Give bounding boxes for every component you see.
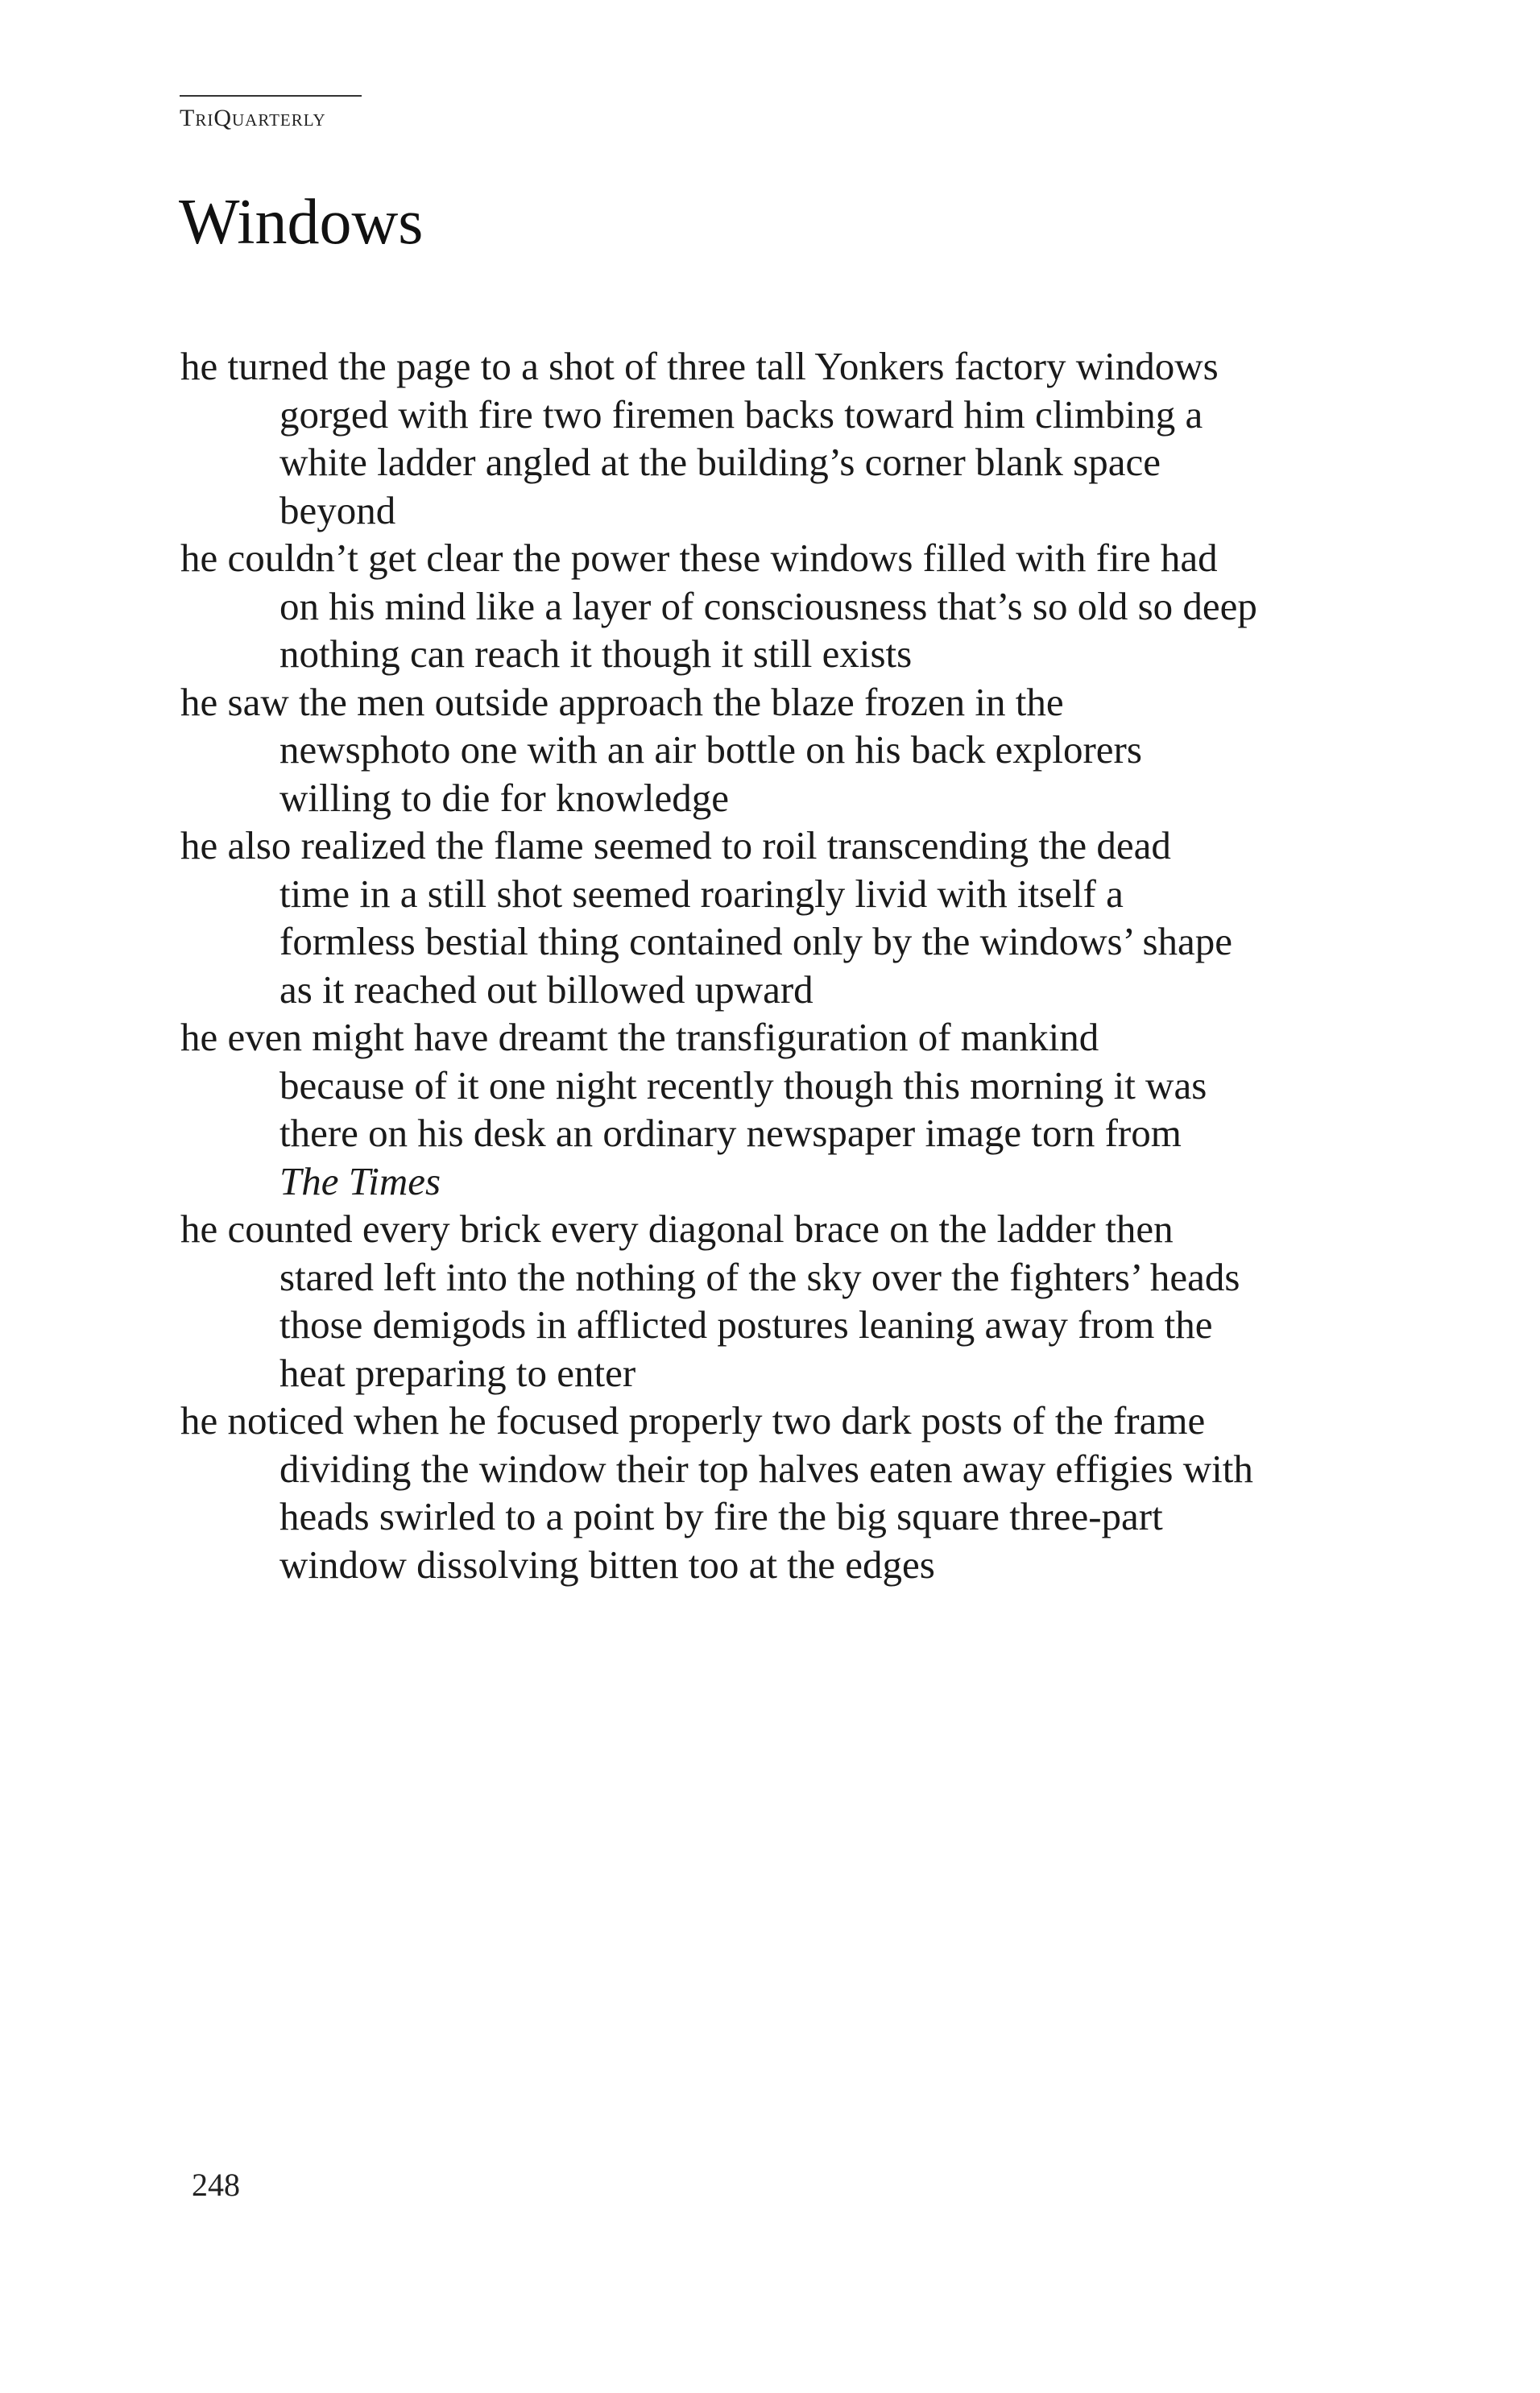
stanza-first-line: he even might have dreamt the transfiguration of mankind	[180, 1015, 1099, 1059]
stanza-continuation-line: as it reached out billowed upward	[279, 967, 813, 1012]
stanza	[180, 678, 1389, 822]
stanza-continuation-line: beyond	[279, 487, 396, 532]
stanza-continuation-line: nothing can reach it though it still exists	[279, 631, 913, 676]
stanza-continuation-line: formless bestial thing contained only by the windows’ shape	[279, 919, 1233, 963]
stanza-continuation-line: heads swirled to a point by fire the big square three-part	[279, 1494, 1163, 1538]
header-rule	[180, 95, 362, 97]
stanza-continuation-line: there on his desk an ordinary newspaper image torn from	[279, 1111, 1182, 1155]
page-number: 248	[192, 2167, 240, 2203]
stanza-continuation-line: stared left into the nothing of the sky over the fighters’ heads	[279, 1254, 1240, 1299]
stanza	[180, 1013, 1389, 1205]
stanza-first-line: he noticed when he focused properly two dark posts of the frame	[180, 1398, 1206, 1443]
stanza	[180, 822, 1389, 1013]
stanza-continuation-line: dividing the window their top halves eaten away effigies with	[279, 1446, 1253, 1491]
stanza	[180, 1397, 1389, 1588]
stanza-continuation-line: window dissolving bitten too at the edges	[279, 1542, 935, 1587]
stanza-continuation-line: willing to die for knowledge	[279, 775, 729, 820]
stanza-continuation-line: white ladder angled at the building’s corner blank space	[279, 440, 1161, 484]
stanza-first-line: he saw the men outside approach the blaze frozen in the	[180, 679, 1064, 724]
stanza-first-line: he turned the page to a shot of three tall Yonkers factory windows	[180, 344, 1219, 388]
stanza	[180, 1205, 1389, 1397]
stanza-continuation-line: gorged with fire two firemen backs toward him climbing a	[279, 391, 1203, 437]
stanza-continuation-line: newsphoto one with an air bottle on his back explorers	[279, 727, 1142, 772]
stanza-continuation-line: time in a still shot seemed roaringly livid with itself a	[279, 871, 1124, 916]
poem-title: Windows	[179, 187, 424, 258]
running-head	[180, 95, 502, 132]
stanza-first-line: he couldn’t get clear the power these windows filled with fire had	[180, 536, 1218, 580]
journal-name: TriQuarterly	[180, 105, 326, 131]
stanza-continuation-line: on his mind like a layer of consciousness that’s so old so deep	[279, 583, 1257, 628]
stanza-continuation-line: heat preparing to enter	[279, 1350, 636, 1395]
stanza	[180, 342, 1389, 534]
stanza-first-line: he counted every brick every diagonal brace on the ladder then	[180, 1207, 1174, 1251]
stanza	[180, 534, 1389, 678]
stanza-continuation-line: those demigods in afflicted postures leaning away from the	[279, 1302, 1213, 1347]
stanza-first-line: he also realized the flame seemed to roil transcending the dead	[180, 823, 1171, 867]
stanza-continuation-line: because of it one night recently though this morning it was	[279, 1062, 1207, 1107]
stanza-continuation-line: The Times	[279, 1158, 441, 1203]
poem-body	[180, 342, 1389, 1588]
